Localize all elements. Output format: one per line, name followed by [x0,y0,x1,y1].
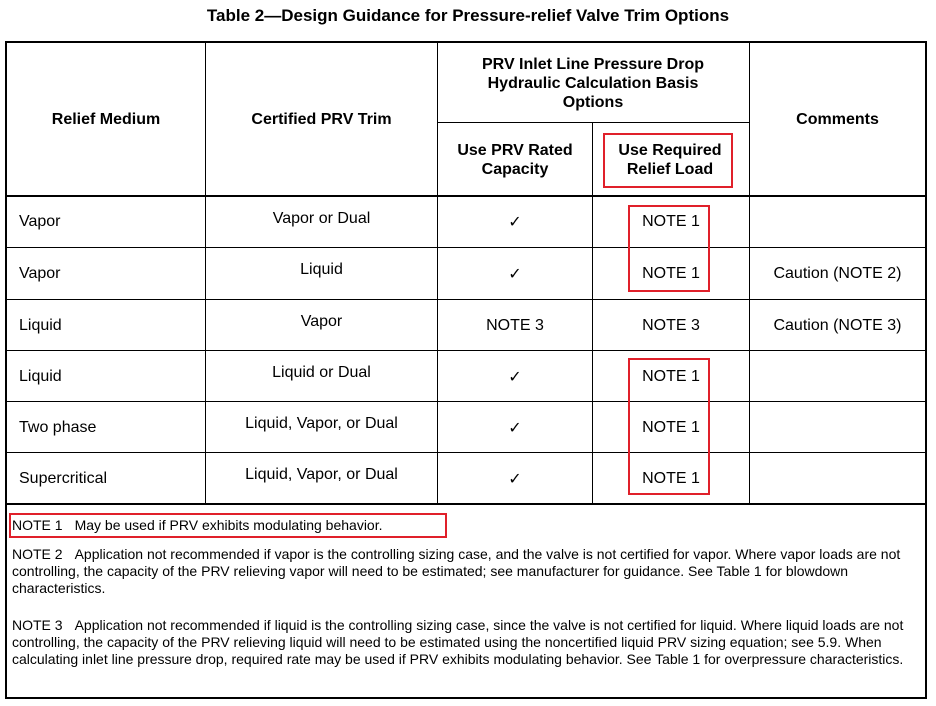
group-header-divider [437,122,749,123]
header-group: PRV Inlet Line Pressure Drop Hydraulic Calculation Basis Options [482,55,704,111]
header-certified-trim: Certified PRV Trim [251,110,392,128]
footnote-1 [12,517,922,534]
row-required: NOTE 1 [642,367,700,385]
row-rated: NOTE 3 [486,316,544,334]
row-trim: Liquid [300,260,343,278]
row-comment: Caution (NOTE 2) [773,264,902,282]
header-comments: Comments [796,110,879,128]
row-medium: Supercritical [19,469,108,487]
header-rated-capacity: Use PRV Rated Capacity [457,141,573,178]
row-required: NOTE 1 [642,469,700,487]
row-medium: Liquid [19,316,62,334]
row-required: NOTE 3 [642,316,700,334]
row-medium: Liquid [19,367,62,385]
row-comment [750,402,925,453]
row-comment: Caution (NOTE 3) [773,316,902,334]
row-medium: Vapor [19,264,61,282]
table-title: Table 2—Design Guidance for Pressure-relief Valve Trim Options [206,6,730,25]
row-comment [750,351,925,402]
footnote-label: NOTE 2 [12,546,63,562]
row-rated-check: ✓ [508,470,522,488]
row-comment [750,453,925,504]
row-trim: Vapor or Dual [272,209,371,227]
header-required-load: Use Required Relief Load [618,141,722,178]
row-rated-check: ✓ [508,265,522,283]
footnote-3 [12,617,922,668]
footnote-text: Application not recommended if vapor is the controlling sizing case, and the valve is not certified for vapor. Where vapor loads are not controlling, the capacity of the PRV relieving vapor will need to be estimated; see manufacturer for guidance. See Table 1 for blowdown characteristics. [12,546,901,596]
row-required: NOTE 1 [642,264,700,282]
footnote-label: NOTE 1 [12,517,63,533]
highlight-required-load-header [603,133,733,188]
row-rated-check: ✓ [508,213,522,231]
row-trim: Liquid, Vapor, or Dual [245,414,398,432]
row-comment [750,196,925,247]
row-rated-check: ✓ [508,368,522,386]
row-medium: Vapor [19,212,61,230]
row-trim: Liquid, Vapor, or Dual [245,465,398,483]
footnote-text: May be used if PRV exhibits modulating behavior. [74,517,383,533]
footnote-text: Application not recommended if liquid is the controlling sizing case, since the valve is not certified for liquid. Where liquid loads are not controlling, the capacity of the PRV relieving liquid will need to be estimated using the noncertified liquid PRV sizing equation; see 5.9. When calculating inlet line pressure drop, required rate may be used if PRV exhibits modulating behavior. See Table 1 for overpressure characteristics. [12,617,904,667]
row-required: NOTE 1 [642,212,700,230]
footnote-2 [12,546,922,597]
row-required: NOTE 1 [642,418,700,436]
footnote-label: NOTE 3 [12,617,63,633]
row-trim: Liquid or Dual [272,363,371,381]
row-trim: Vapor [300,312,343,330]
row-rated-check: ✓ [508,419,522,437]
header-relief-medium: Relief Medium [51,110,161,128]
row-medium: Two phase [19,418,97,436]
